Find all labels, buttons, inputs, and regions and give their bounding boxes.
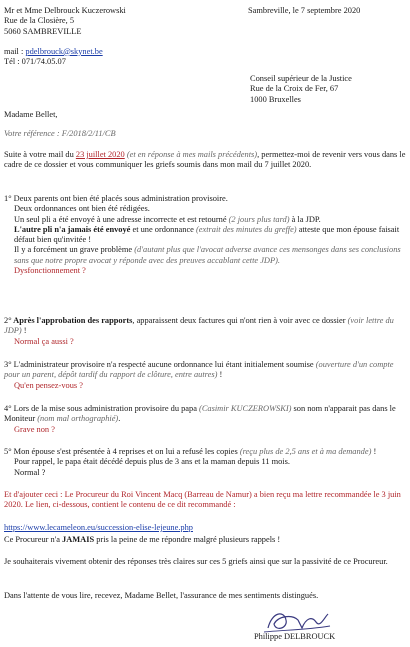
grief-4 [4, 404, 406, 435]
text: Un seul pli a été envoyé à une adresse incorrecte et est retourné [14, 214, 229, 224]
grief-2-question: Normal ça aussi ? [14, 336, 74, 346]
grief-number: 3° [4, 360, 12, 369]
grief-5-question: Normal ? [14, 467, 46, 477]
signatory-name: Philippe DELBROUCK [254, 632, 336, 641]
text: Mon épouse s'est présentée à 4 reprises et on lui a refusé les copies [11, 447, 240, 456]
external-link[interactable]: https://www.lecameleon.eu/succession-elise-lejeune.php [4, 523, 193, 532]
place-date: Sambreville, le 7 septembre 2020 [248, 6, 361, 15]
grief-4-question: Grave non ? [14, 424, 55, 434]
grief-number: 2° [4, 316, 12, 325]
text: pris la peine de me répondre malgré plusieurs rappels ! [94, 535, 281, 544]
grief-1-line-4 [4, 225, 406, 246]
grief-1-line-3 [4, 215, 406, 225]
paren: (voir lettre du JDP) [4, 316, 394, 336]
text: ! [21, 326, 27, 336]
recipient-street: Rue de la Croix de Fer, 67 [250, 84, 339, 94]
addendum: Et d'ajouter ceci : Le Procureur du Roi Vincent Macq (Barreau de Namur) a bien reçu ma lettre recommandée le 3 juin 2020. Le lien, ci-dessous, contient le contenu de ce dit recommandé : [4, 490, 401, 510]
text: Lors de la mise sous administration provisoire du papa [11, 404, 200, 413]
grief-1-line-1: Deux parents ont bien été placés sous administration provisoire. [11, 194, 228, 203]
sender-tel: Tél : 071/74.05.07 [4, 57, 66, 66]
paren: (reçu plus de 2,5 ans et à ma demande) [239, 447, 372, 456]
text: et une ordonnance [130, 224, 196, 234]
grief-number: 1° [4, 194, 12, 203]
closing-paragraph: Dans l'attente de vous lire, recevez, Madame Bellet, l'assurance de mes sentiments distingués. [4, 591, 319, 600]
recipient-name: Conseil supérieur de la Justice [250, 74, 352, 83]
grief-number: 5° [4, 447, 12, 456]
wish-paragraph: Je souhaiterais vivement obtenir des réponses très claires sur ces 5 griefs ainsi que sur la passivité de ce Procureur. [4, 557, 388, 566]
procureur-line [4, 535, 406, 545]
sender-street: Rue de la Closière, 5 [4, 16, 75, 26]
grief-2 [4, 316, 406, 347]
grief-5-line-2: Pour rappel, le papa était décédé depuis plus de 3 ans et la maman depuis 11 mois. [14, 457, 290, 467]
intro-paren: (et en réponse à mes mails précédents) [126, 150, 258, 159]
grief-3-question: Qu'en pensez-vous ? [14, 380, 83, 390]
paren: (2 jours plus tard) [228, 214, 290, 224]
paren: (extrait des minutes du greffe) [195, 224, 297, 234]
paren: (Casimir KUCZEROWSKI) [199, 404, 292, 413]
grief-1-line-2: Deux ordonnances ont bien été rédigées. [14, 204, 150, 214]
bold-text: Après l'approbation des rapports [11, 316, 133, 325]
sender-mail-label: mail : [4, 46, 26, 56]
intro-text: Suite à votre mail du [4, 150, 76, 159]
sender-block [4, 6, 126, 67]
text: ! [217, 370, 223, 380]
sender-name: Mr et Mme Delbrouck Kuczerowski [4, 6, 126, 15]
grief-number: 4° [4, 404, 12, 413]
grief-3 [4, 360, 406, 391]
text: ! [371, 447, 377, 456]
bold-text: L'autre pli n'a jamais été envoyé [14, 224, 131, 234]
recipient-city: 1000 Bruxelles [250, 94, 301, 104]
salutation: Madame Bellet, [4, 110, 58, 119]
text: , apparaissent deux factures qui n'ont rien à voir avec ce dossier [132, 316, 348, 325]
sender-mail-line [4, 47, 126, 57]
reference: Votre référence : F/2018/2/11/CB [4, 129, 116, 138]
text: . [118, 414, 121, 424]
text: atteste que mon épouse faisait défaut bien qu'invitée ! [14, 224, 400, 244]
grief-1-line-5 [4, 245, 406, 266]
intro-text-end: , permettez-moi de revenir vers vous dans le cadre de ce dossier et vous communiquer les griefs soumis dans mon mail du 7 juillet 2020. [4, 150, 406, 170]
recipient-block [250, 74, 352, 105]
sender-city: 5060 SAMBREVILLE [4, 26, 82, 36]
grief-1-question: Dysfonctionnement ? [14, 265, 86, 275]
text: L'administrateur provisoire n'a respecté aucune ordonnance lui étant initialement soumise [11, 360, 316, 369]
paren: (nom mal orthographié) [37, 414, 119, 424]
paren: (d'autant plus que l'avocat adverse avance ces mensonges dans ses conclusions sans que notre propre avocat y réponde avec des preuves accablant cette JDP). [14, 245, 401, 265]
text: son nom n'apparait pas dans le Moniteur [4, 404, 396, 424]
intro-paragraph [4, 150, 406, 171]
text: Il y a forcément un grave problème [14, 245, 135, 255]
intro-date: 23 juillet 2020 [75, 150, 125, 159]
text: à la JDP. [289, 214, 321, 224]
paren: (ouverture d'un compte pour un parent, dépôt tardif du rapport de clôture, entre autres) [4, 360, 394, 380]
grief-1 [4, 194, 406, 276]
text: Ce Procureur n'a [4, 535, 63, 544]
sender-mail-link[interactable]: pdelbrouck@skynet.be [25, 46, 103, 56]
grief-5 [4, 447, 406, 478]
bold-text: JAMAIS [62, 535, 95, 544]
